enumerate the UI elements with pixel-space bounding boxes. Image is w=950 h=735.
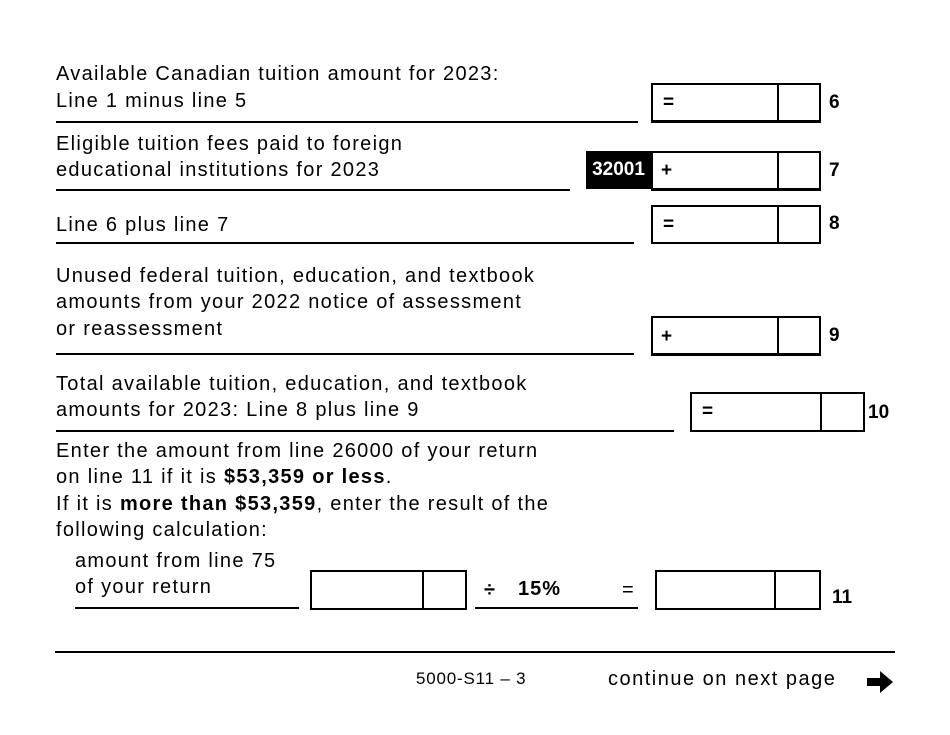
arrow-right-icon xyxy=(865,669,895,695)
form-page-code: 5000-S11 – 3 xyxy=(416,669,527,688)
footer-rule xyxy=(55,651,895,653)
line9-label-2: amounts from your 2022 notice of assessment xyxy=(56,291,523,313)
cents-divider xyxy=(422,572,424,608)
cents-divider xyxy=(774,572,776,608)
line10-underline xyxy=(56,430,674,432)
calc-divide-underline xyxy=(475,607,638,609)
line6-label-2: Line 1 minus line 5 xyxy=(56,90,248,112)
line11-threshold-less: $53,359 or less xyxy=(223,466,386,488)
line6-underline xyxy=(56,121,638,123)
line8-label: Line 6 plus line 7 xyxy=(56,214,230,236)
line7-operator: + xyxy=(661,160,673,181)
line11-instruction-4: following calculation: xyxy=(56,519,269,541)
line8-underline xyxy=(56,242,634,244)
line11-instruction-1: Enter the amount from line 26000 of your return xyxy=(56,440,539,462)
line9-amount-field[interactable] xyxy=(651,316,821,356)
line6-amount-field[interactable] xyxy=(651,83,821,123)
calc-label-1: amount from line 75 xyxy=(75,550,277,572)
line9-number: 9 xyxy=(829,325,840,346)
line6-number: 6 xyxy=(829,92,840,113)
cents-divider xyxy=(777,85,779,120)
rate-percent: 15% xyxy=(518,578,562,600)
line9-label-3: or reassessment xyxy=(56,318,224,340)
line8-amount-field[interactable] xyxy=(651,205,821,244)
line11-instruction-2 xyxy=(56,464,393,491)
line9-underline xyxy=(56,353,634,355)
line11-instruction-2a: on line 11 if it is xyxy=(56,466,224,488)
line11-instruction-3a: If it is xyxy=(56,493,120,515)
line7-code-badge: 32001 xyxy=(586,151,651,189)
divide-sign: ÷ xyxy=(484,579,495,601)
line6-operator: = xyxy=(663,92,675,113)
line11-instruction-3 xyxy=(56,491,549,518)
cents-divider xyxy=(820,394,822,430)
continue-next-page: continue on next page xyxy=(608,668,837,690)
line8-operator: = xyxy=(663,214,675,235)
line10-label-1: Total available tuition, education, and textbook xyxy=(56,373,528,395)
line10-amount-field[interactable] xyxy=(690,392,865,432)
line75-amount-field[interactable] xyxy=(310,570,467,610)
line8-number: 8 xyxy=(829,213,840,234)
line7-underline xyxy=(56,189,570,191)
cents-divider xyxy=(777,207,779,242)
line9-label-1: Unused federal tuition, education, and textbook xyxy=(56,265,536,287)
line11-amount-field[interactable] xyxy=(655,570,821,610)
line11-instruction-2c: . xyxy=(385,466,393,488)
cents-divider xyxy=(777,318,779,353)
line10-operator: = xyxy=(702,401,714,422)
line7-label-2: educational institutions for 2023 xyxy=(56,159,381,181)
line11-number: 11 xyxy=(832,587,853,608)
line11-threshold-more: more than $53,359 xyxy=(119,493,317,515)
cents-divider xyxy=(777,153,779,188)
line10-number: 10 xyxy=(868,402,890,423)
line7-label-1: Eligible tuition fees paid to foreign xyxy=(56,133,404,155)
calc-equals: = xyxy=(622,579,634,601)
line9-operator: + xyxy=(661,326,673,347)
calc-label-underline xyxy=(75,607,299,609)
calc-label-2: of your return xyxy=(75,576,213,598)
line11-instruction-3c: , enter the result of the xyxy=(316,493,550,515)
line7-amount-field[interactable] xyxy=(651,151,821,191)
line6-label-1: Available Canadian tuition amount for 2023: xyxy=(56,63,500,85)
line7-number: 7 xyxy=(829,160,840,181)
line10-label-2: amounts for 2023: Line 8 plus line 9 xyxy=(56,399,420,421)
